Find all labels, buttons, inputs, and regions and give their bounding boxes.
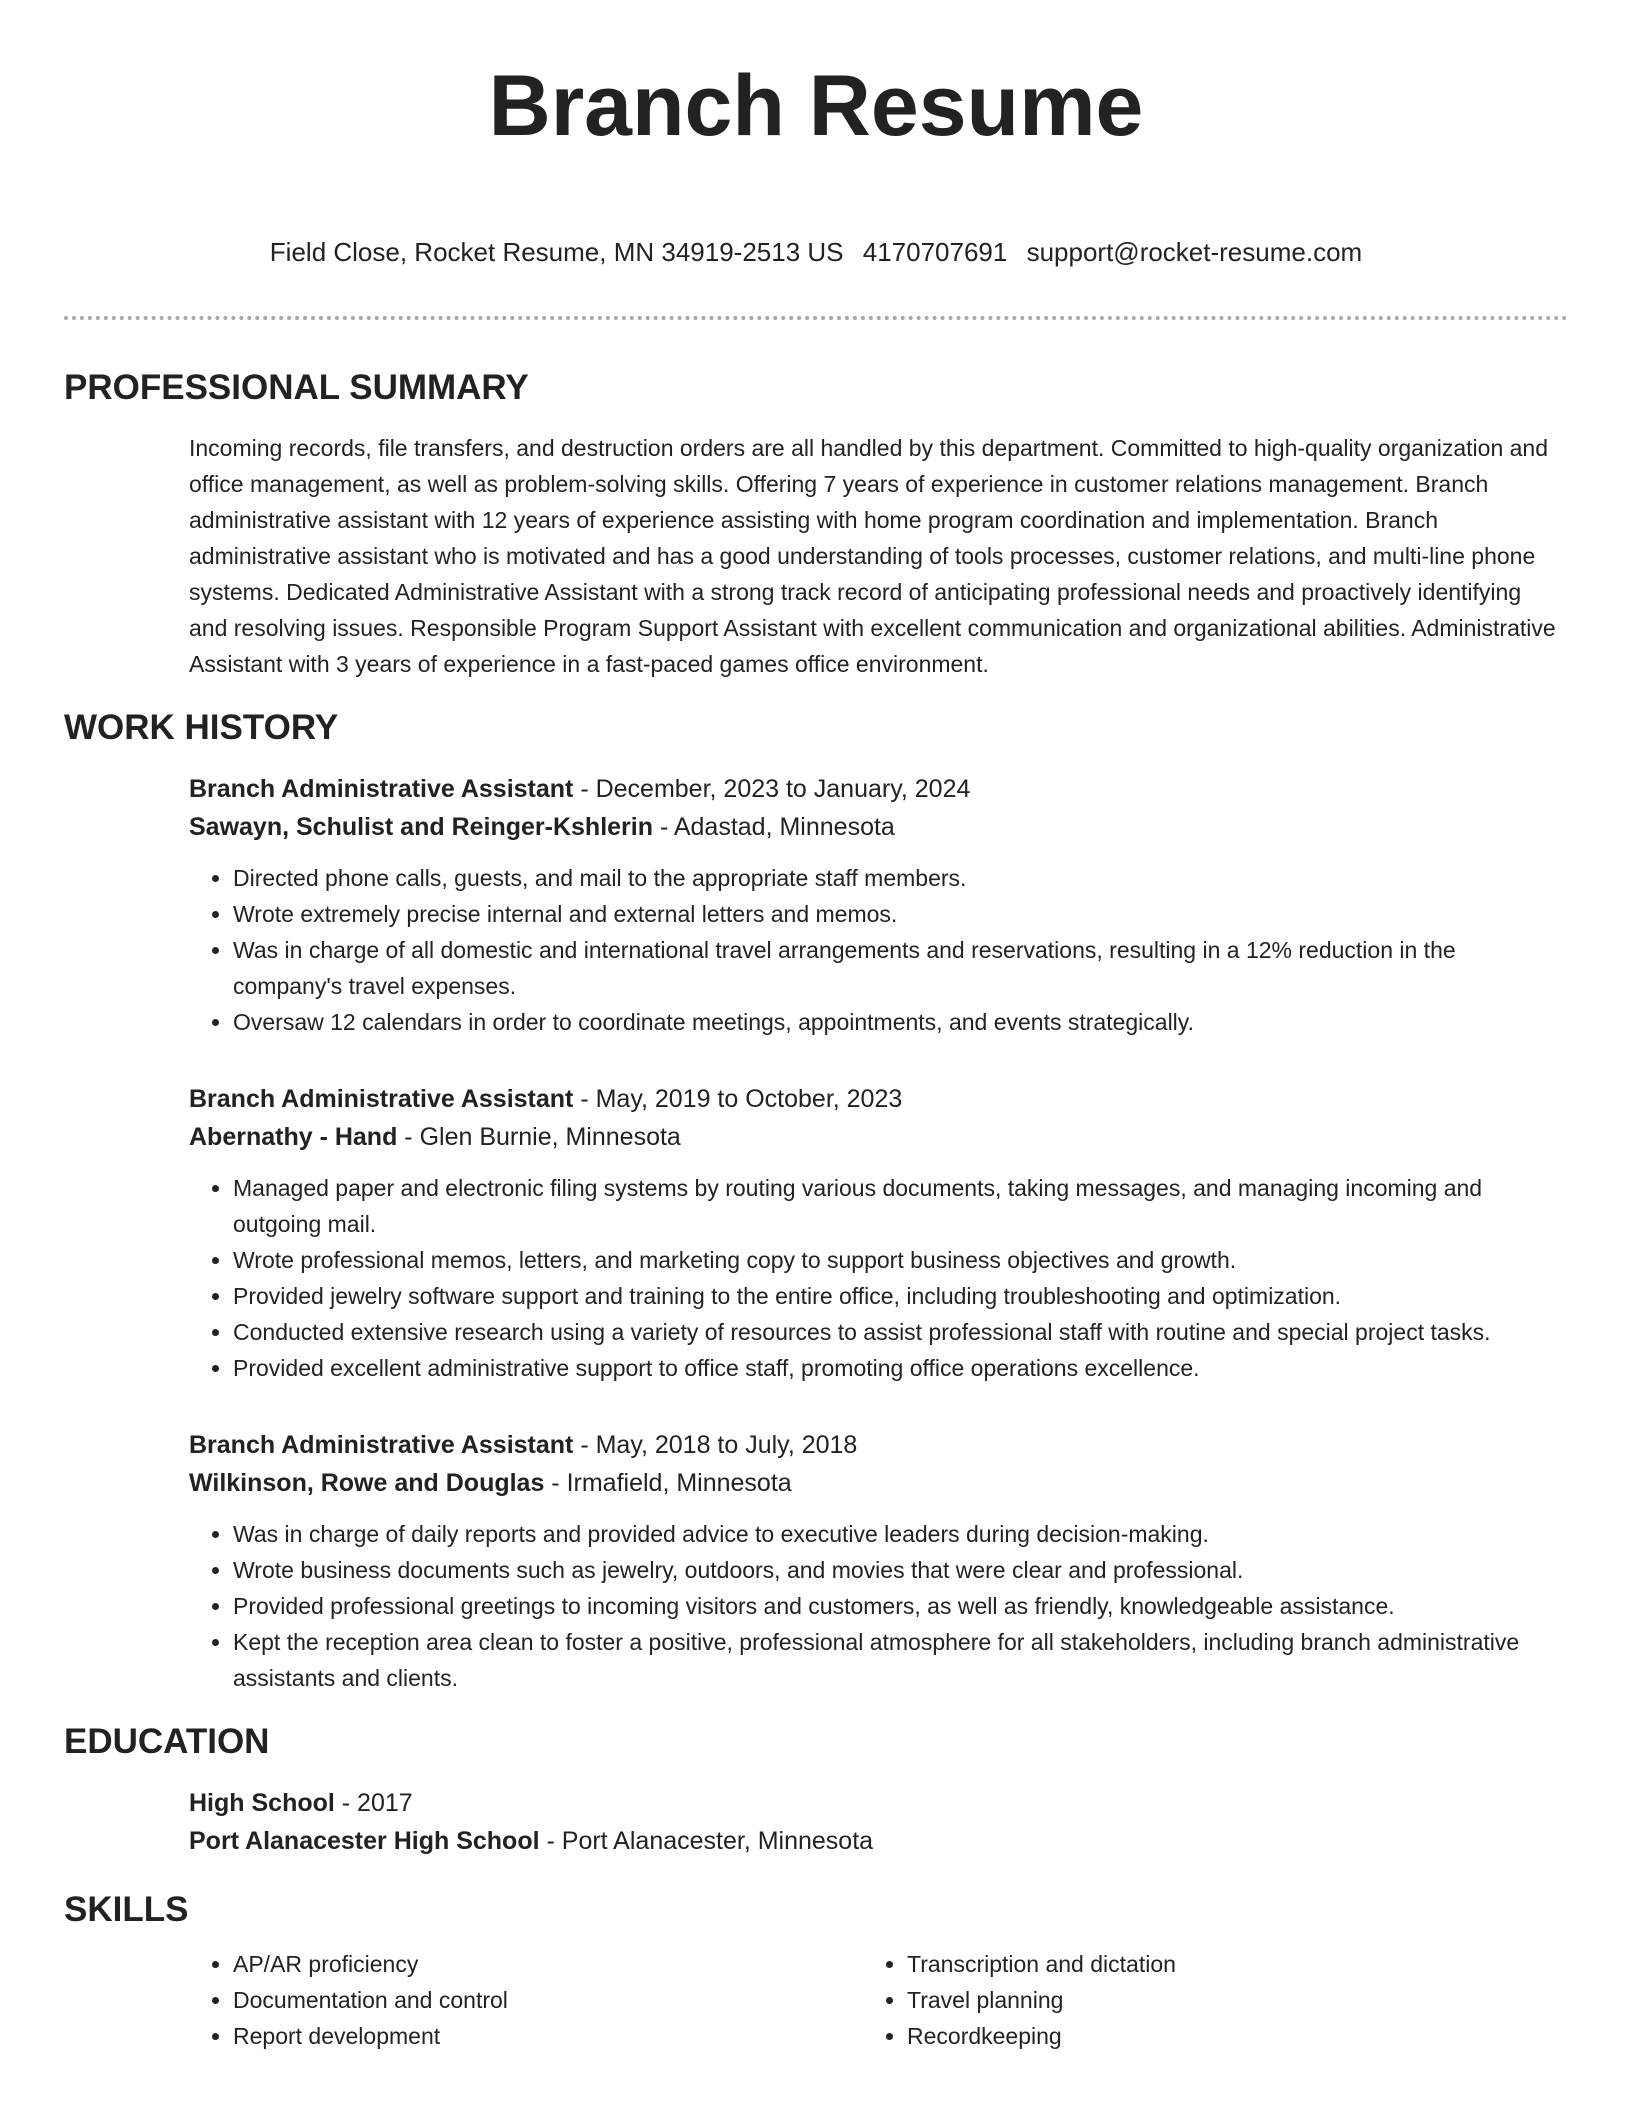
contact-email: support@rocket-resume.com bbox=[1026, 237, 1363, 267]
skills-heading: SKILLS bbox=[64, 1890, 189, 1929]
job-bullet: • Was in charge of daily reports and provided advice to executive leaders during decision-making. bbox=[233, 1516, 1568, 1552]
job-bullet: • Was in charge of all domestic and international travel arrangements and reservations, resulting in a 12% reduction in the company's travel expenses. bbox=[233, 932, 1568, 1004]
summary-heading: PROFESSIONAL SUMMARY bbox=[64, 368, 529, 407]
education-heading: EDUCATION bbox=[64, 1722, 270, 1761]
job-bullet: • Wrote extremely precise internal and external letters and memos. bbox=[233, 896, 1568, 932]
contact-address: Field Close, Rocket Resume, MN 34919-2513 US bbox=[269, 237, 844, 267]
job-bullet: • Provided professional greetings to incoming visitors and customers, as well as friendly, knowledgeable assistance. bbox=[233, 1588, 1568, 1624]
job-company-line bbox=[189, 808, 1568, 846]
job-bullet: • Managed paper and electronic filing systems by routing various documents, taking messages, and managing incoming and outgoing mail. bbox=[233, 1170, 1568, 1242]
job-bullet: • Wrote business documents such as jewelry, outdoors, and movies that were clear and professional. bbox=[233, 1552, 1568, 1588]
education-degree: High School bbox=[189, 1789, 335, 1817]
job-bullets bbox=[189, 860, 1568, 1040]
job-title-line bbox=[189, 1426, 1568, 1464]
job-company: Abernathy - Hand bbox=[189, 1123, 398, 1151]
contact-phone: 4170707691 bbox=[862, 237, 1008, 267]
education-school: Port Alanacester High School bbox=[189, 1827, 540, 1855]
job-location: - Glen Burnie, Minnesota bbox=[397, 1123, 681, 1151]
job-bullet: • Provided jewelry software support and training to the entire office, including troubleshooting and optimization. bbox=[233, 1278, 1568, 1314]
job-role: Branch Administrative Assistant bbox=[189, 775, 574, 803]
job-role: Branch Administrative Assistant bbox=[189, 1431, 574, 1459]
skills-column-left bbox=[189, 1946, 863, 2054]
education-entry bbox=[189, 1784, 1568, 1860]
job-entry bbox=[189, 770, 1568, 1040]
job-dates: - May, 2018 to July, 2018 bbox=[573, 1431, 858, 1459]
header-divider bbox=[64, 316, 1568, 320]
skill-item: • AP/AR proficiency bbox=[233, 1946, 863, 1982]
job-role: Branch Administrative Assistant bbox=[189, 1085, 574, 1113]
job-bullet: • Wrote professional memos, letters, and marketing copy to support business objectives and growth. bbox=[233, 1242, 1568, 1278]
skills-column-right bbox=[863, 1946, 1507, 2054]
job-company: Sawayn, Schulist and Reinger-Kshlerin bbox=[189, 813, 654, 841]
skill-item: • Recordkeeping bbox=[907, 2018, 1507, 2054]
education-year: - 2017 bbox=[334, 1789, 413, 1817]
skills-list bbox=[189, 1946, 1568, 2054]
job-entry bbox=[189, 1426, 1568, 1696]
skill-item: • Documentation and control bbox=[233, 1982, 863, 2018]
work-history-heading: WORK HISTORY bbox=[64, 708, 339, 747]
job-dates: - December, 2023 to January, 2024 bbox=[573, 775, 971, 803]
skill-item: • Travel planning bbox=[907, 1982, 1507, 2018]
job-company-line bbox=[189, 1118, 1568, 1156]
contact-line bbox=[64, 234, 1568, 270]
job-location: - Irmafield, Minnesota bbox=[544, 1469, 792, 1497]
job-entry bbox=[189, 1080, 1568, 1386]
education-degree-line bbox=[189, 1784, 1568, 1822]
job-title-line bbox=[189, 770, 1568, 808]
job-company: Wilkinson, Rowe and Douglas bbox=[189, 1469, 545, 1497]
job-location: - Adastad, Minnesota bbox=[653, 813, 895, 841]
job-bullet: • Oversaw 12 calendars in order to coordinate meetings, appointments, and events strategically. bbox=[233, 1004, 1568, 1040]
summary-text: Incoming records, file transfers, and destruction orders are all handled by this department. Committed to high-quality organization and office management, as well as problem-solving skills. Offering 7 years of experience in customer relations management. Branch administrative assistant with 12 years of experience assisting with home program coordination and implementation. Branch administrative assistant who is motivated and has a good understanding of tools processes, customer relations, and multi-line phone systems. Dedicated Administrative Assistant with a strong track record of anticipating professional needs and proactively identifying and resolving issues. Responsible Program Support Assistant with excellent communication and organizational abilities. Administrative Assistant with 3 years of experience in a fast-paced games office environment. bbox=[189, 435, 1556, 677]
education-school-line bbox=[189, 1822, 1568, 1860]
job-company-line bbox=[189, 1464, 1568, 1502]
job-bullet: • Conducted extensive research using a variety of resources to assist professional staff with routine and special project tasks. bbox=[233, 1314, 1568, 1350]
job-title-line bbox=[189, 1080, 1568, 1118]
job-bullet: • Kept the reception area clean to foster a positive, professional atmosphere for all stakeholders, including branch administrative assistants and clients. bbox=[233, 1624, 1568, 1696]
skill-item: • Report development bbox=[233, 2018, 863, 2054]
skill-item: • Transcription and dictation bbox=[907, 1946, 1507, 1982]
job-bullet: • Directed phone calls, guests, and mail to the appropriate staff members. bbox=[233, 860, 1568, 896]
education-location: - Port Alanacester, Minnesota bbox=[539, 1827, 874, 1855]
job-bullets bbox=[189, 1516, 1568, 1696]
job-bullets bbox=[189, 1170, 1568, 1386]
resume-name: Branch Resume bbox=[488, 58, 1144, 154]
job-dates: - May, 2019 to October, 2023 bbox=[573, 1085, 903, 1113]
job-bullet: • Provided excellent administrative support to office staff, promoting office operations excellence. bbox=[233, 1350, 1568, 1386]
